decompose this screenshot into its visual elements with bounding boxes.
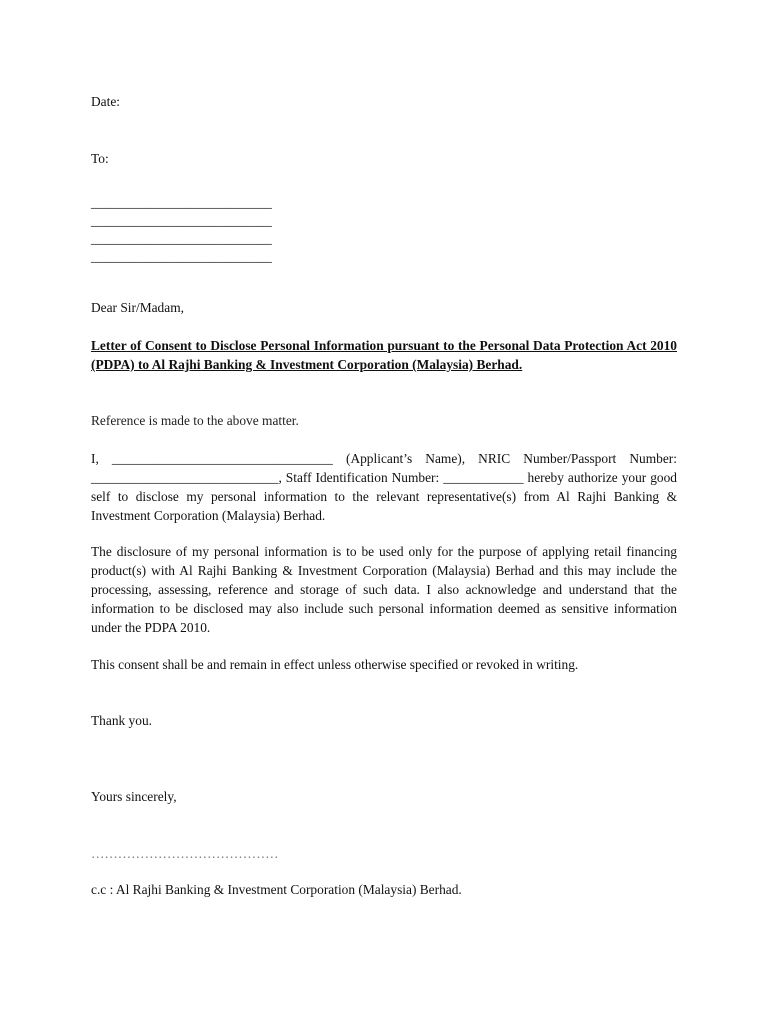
disclosure-purpose-paragraph: The disclosure of my personal information is to be used only for the purpose of applying retail financing product(s) with Al Rajhi Banking & Investment Corporation (Malaysia) Berhad and this may include the processing, assessing, reference and storage of such data. I also acknowledge and understand that the information to be disclosed may also include such personal information deemed as sensitive information under the PDPA 2010. bbox=[91, 544, 677, 635]
letter-subject: Letter of Consent to Disclose Personal Information pursuant to the Personal Data Protection Act 2010 (PDPA) to Al Rajhi Banking & Investment Corporation (Malaysia) Berhad. bbox=[91, 338, 677, 372]
address-line-3: ___________________________ bbox=[91, 231, 272, 246]
closing-line: Yours sincerely, bbox=[91, 789, 177, 804]
applicant-name-caption: (Applicant’s Name), NRIC Number/Passport Number: bbox=[345, 451, 677, 466]
address-line-2: ___________________________ bbox=[91, 213, 272, 228]
thank-you-line: Thank you. bbox=[91, 713, 152, 728]
applicant-name-blank: _________________________________ bbox=[111, 451, 333, 466]
authorization-paragraph bbox=[91, 449, 677, 525]
staff-id-caption: , Staff Identification Number: bbox=[278, 470, 440, 485]
staff-id-blank: ____________ bbox=[443, 470, 524, 485]
address-line-4: ___________________________ bbox=[91, 249, 272, 264]
pronoun-i: I, bbox=[91, 451, 99, 466]
to-label: To: bbox=[91, 151, 109, 166]
cc-line: c.c : Al Rajhi Banking & Investment Corporation (Malaysia) Berhad. bbox=[91, 882, 462, 897]
consent-validity-paragraph: This consent shall be and remain in effect unless otherwise specified or revoked in writing. bbox=[91, 657, 579, 672]
reference-line: Reference is made to the above matter. bbox=[91, 413, 299, 428]
nric-number-blank: ____________________________ bbox=[91, 470, 279, 485]
address-line-1: ___________________________ bbox=[91, 195, 272, 210]
recipient-address-block bbox=[91, 193, 677, 265]
salutation: Dear Sir/Madam, bbox=[91, 300, 184, 315]
date-label: Date: bbox=[91, 94, 120, 109]
signature-line: …………………………………… bbox=[91, 846, 279, 861]
authorization-text: hereby authorize your good self to disclose my personal information to the relevant representative(s) from Al Rajhi Banking & Investment Corporation (Malaysia) Berhad. bbox=[91, 470, 677, 523]
